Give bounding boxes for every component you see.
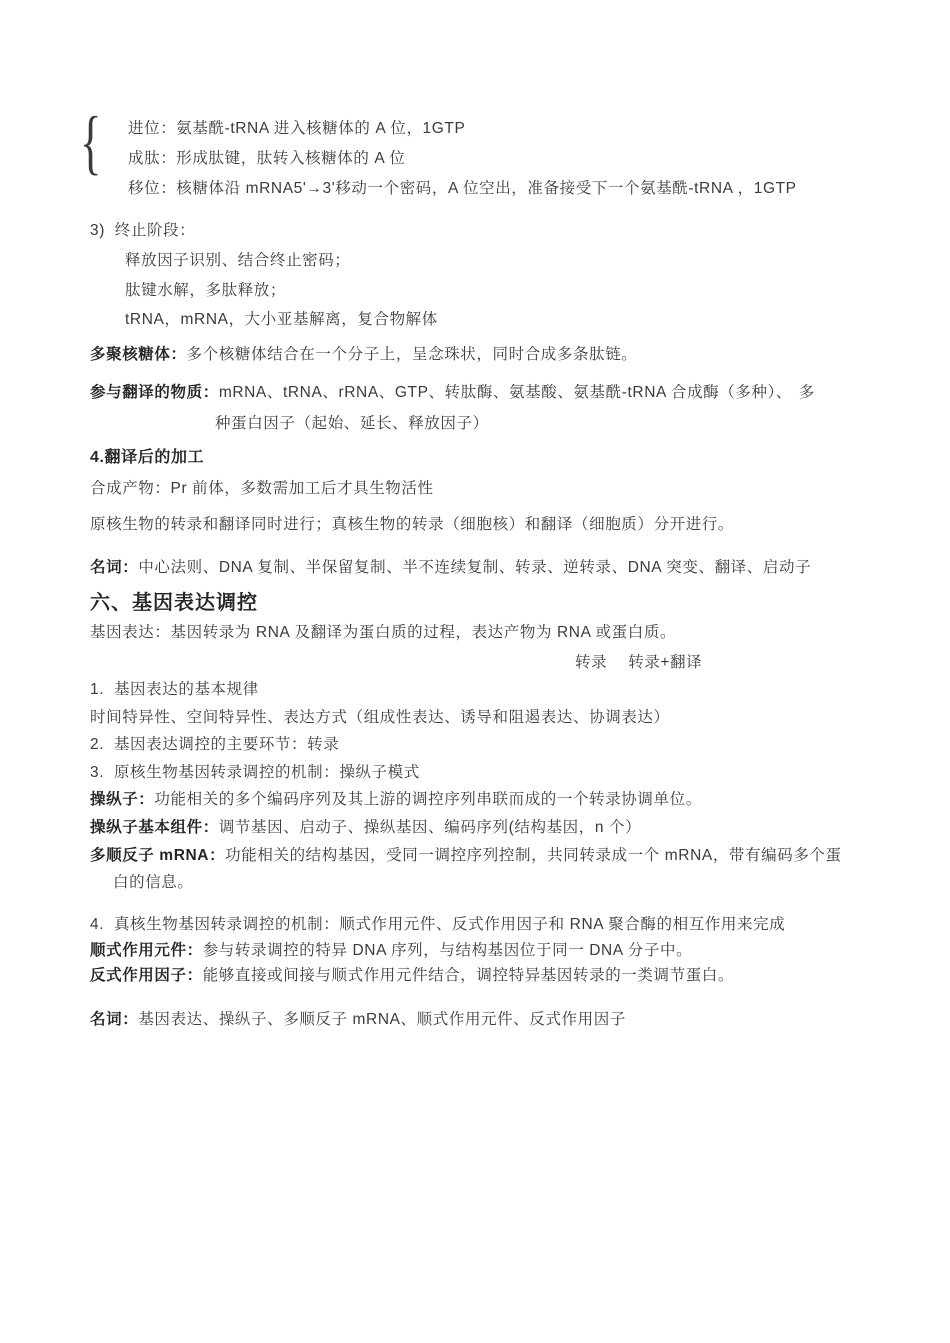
terms-text-1: 中心法则、DNA 复制、半保留复制、半不连续复制、转录、逆转录、DNA 突变、翻译、启动子 bbox=[138, 559, 812, 576]
operon-paragraph bbox=[90, 789, 702, 811]
list-item-3: 3. 原核生物基因转录调控的机制：操纵子模式 bbox=[90, 764, 420, 781]
transcription-annotation: 转录 转录+翻译 bbox=[575, 654, 703, 671]
cis-element-label: 顺式作用元件： bbox=[90, 942, 203, 959]
participants-continuation: 种蛋白因子（起始、延长、释放因子） bbox=[215, 415, 489, 432]
elongation-translocation-line: 移位：核糖体沿 mRNA5'→3'移动一个密码，A 位空出，准备接受下一个氨基酰-tRNA ，1GTP bbox=[128, 180, 797, 197]
cis-element-paragraph bbox=[90, 940, 692, 962]
termination-line-2: 肽键水解，多肽释放； bbox=[125, 282, 287, 299]
gene-expression-definition: 基因表达：基因转录为 RNA 及翻译为蛋白质的过程，表达产物为 RNA 或蛋白质。 bbox=[90, 624, 677, 641]
participants-paragraph bbox=[90, 382, 815, 404]
polycistronic-paragraph bbox=[90, 845, 842, 867]
terms-label-2: 名词： bbox=[90, 1011, 139, 1028]
terms-paragraph-1 bbox=[90, 557, 811, 579]
polysome-paragraph bbox=[90, 344, 637, 366]
left-brace-decoration: { bbox=[80, 102, 102, 182]
prokaryote-eukaryote-note: 原核生物的转录和翻译同时进行；真核生物的转录（细胞核）和翻译（细胞质）分开进行。 bbox=[90, 516, 735, 533]
operon-label: 操纵子： bbox=[90, 791, 155, 808]
elongation-peptide-line: 成肽：形成肽键，肽转入核糖体的 A 位 bbox=[128, 150, 406, 167]
trans-factor-paragraph bbox=[90, 965, 734, 987]
terms-paragraph-2 bbox=[90, 1009, 626, 1031]
termination-line-1: 释放因子识别、结合终止密码； bbox=[125, 252, 351, 269]
list-item-2: 2. 基因表达调控的主要环节：转录 bbox=[90, 736, 340, 753]
termination-line-3: tRNA，mRNA，大小亚基解离，复合物解体 bbox=[125, 311, 438, 328]
operon-components-text: 调节基因、启动子、操纵基因、编码序列(结构基因，n 个） bbox=[218, 819, 642, 836]
terms-label-1: 名词： bbox=[90, 559, 139, 576]
processing-heading: 4.翻译后的加工 bbox=[90, 449, 205, 466]
operon-components-label: 操纵子基本组件： bbox=[90, 819, 219, 836]
list-item-1-detail: 时间特异性、空间特异性、表达方式（组成性表达、诱导和阻遏表达、协调表达） bbox=[90, 709, 670, 726]
operon-components-paragraph bbox=[90, 817, 641, 839]
terms-text-2: 基因表达、操纵子、多顺反子 mRNA、顺式作用元件、反式作用因子 bbox=[138, 1011, 626, 1028]
list-item-4: 4. 真核生物基因转录调控的机制：顺式作用元件、反式作用因子和 RNA 聚合酶的相互作用来完成 bbox=[90, 916, 786, 933]
polycistronic-continuation: 白的信息。 bbox=[113, 874, 194, 891]
polysome-text: 多个核糖体结合在一个分子上，呈念珠状，同时合成多条肽链。 bbox=[186, 346, 638, 363]
participants-label: 参与翻译的物质： bbox=[90, 384, 219, 401]
cis-element-text: 参与转录调控的特异 DNA 序列，与结构基因位于同一 DNA 分子中。 bbox=[202, 942, 693, 959]
processing-product-line: 合成产物：Pr 前体，多数需加工后才具生物活性 bbox=[90, 480, 434, 497]
polycistronic-text: 功能相关的结构基因，受同一调控序列控制，共同转录成一个 mRNA，带有编码多个蛋 bbox=[225, 847, 842, 864]
participants-wrap-char: 多 bbox=[798, 384, 815, 401]
trans-factor-label: 反式作用因子： bbox=[90, 967, 203, 984]
polycistronic-label: 多顺反子 mRNA： bbox=[90, 847, 226, 864]
section-heading: 六、基因表达调控 bbox=[90, 592, 258, 614]
participants-text: mRNA、tRNA、rRNA、GTP、转肽酶、氨基酸、氨基酰-tRNA 合成酶（多种）、 bbox=[218, 384, 793, 401]
operon-text: 功能相关的多个编码序列及其上游的调控序列串联而成的一个转录协调单位。 bbox=[154, 791, 702, 808]
elongation-entry-line: 进位：氨基酰-tRNA 进入核糖体的 A 位，1GTP bbox=[128, 120, 466, 137]
termination-heading: 3) 终止阶段： bbox=[90, 222, 196, 239]
trans-factor-text: 能够直接或间接与顺式作用元件结合，调控特异基因转录的一类调节蛋白。 bbox=[202, 967, 735, 984]
list-item-1: 1. 基因表达的基本规律 bbox=[90, 681, 259, 698]
polysome-label: 多聚核糖体： bbox=[90, 346, 187, 363]
